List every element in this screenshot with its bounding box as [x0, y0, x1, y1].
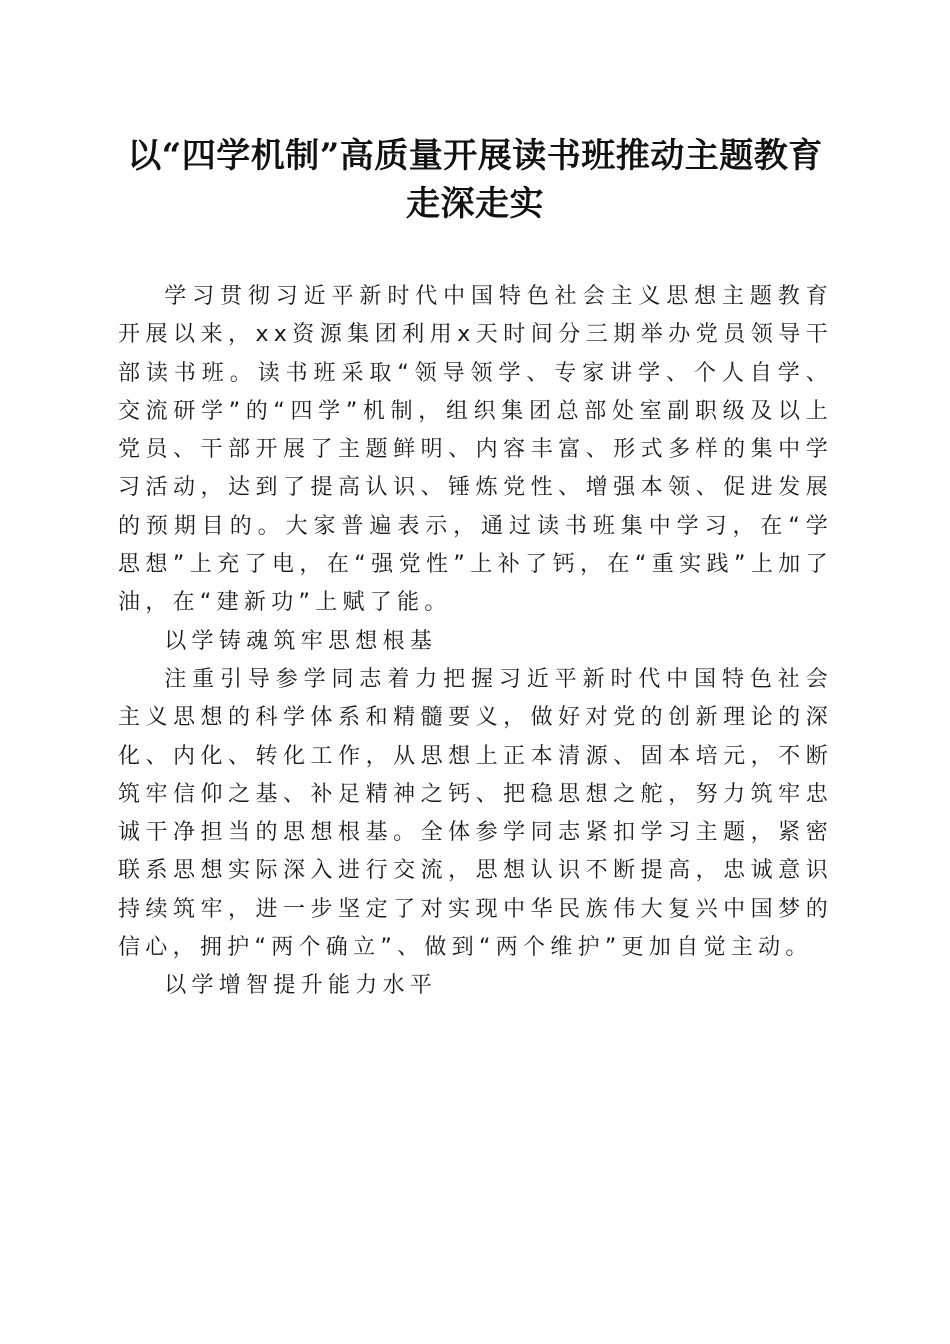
- document-body: [118, 278, 833, 1006]
- section-heading: 以学增智提升能力水平: [164, 973, 438, 999]
- intro-paragraph: 学习贯彻习近平新时代中国特色社会主义思想主题教育开展以来，xx资源集团利用x天时间分三期举办党员领导干部读书班。读书班采取“领导领学、专家讲学、个人自学、交流研学”的“四学”机制，组织集团总部处室副职级及以上党员、干部开展了主题鲜明、内容丰富、形式多样的集中学习活动，达到了提高认识、锤炼党性、增强本领、促进发展的预期目的。大家普遍表示，通过读书班集中学习，在“学思想”上充了电，在“强党性”上补了钙，在“重实践”上加了油，在“建新功”上赋了能。: [118, 284, 833, 616]
- section-paragraph: 注重引导参学同志着力把握习近平新时代中国特色社会主义思想的科学体系和精髓要义，做好对党的创新理论的深化、内化、转化工作，从思想上正本清源、固本培元，不断筑牢信仰之基、补足精神之钙、把稳思想之舵，努力筑牢忠诚干净担当的思想根基。全体参学同志紧扣学习主题，紧密联系思想实际深入进行交流，思想认识不断提高，忠诚意识持续筑牢，进一步坚定了对实现中华民族伟大复兴中国梦的信心，拥护“两个确立”、做到“两个维护”更加自觉主动。: [118, 666, 833, 961]
- section-heading: 以学铸魂筑牢思想根基: [164, 628, 438, 654]
- document-title: 以“四学机制”高质量开展读书班推动主题教育走深走实: [127, 136, 823, 224]
